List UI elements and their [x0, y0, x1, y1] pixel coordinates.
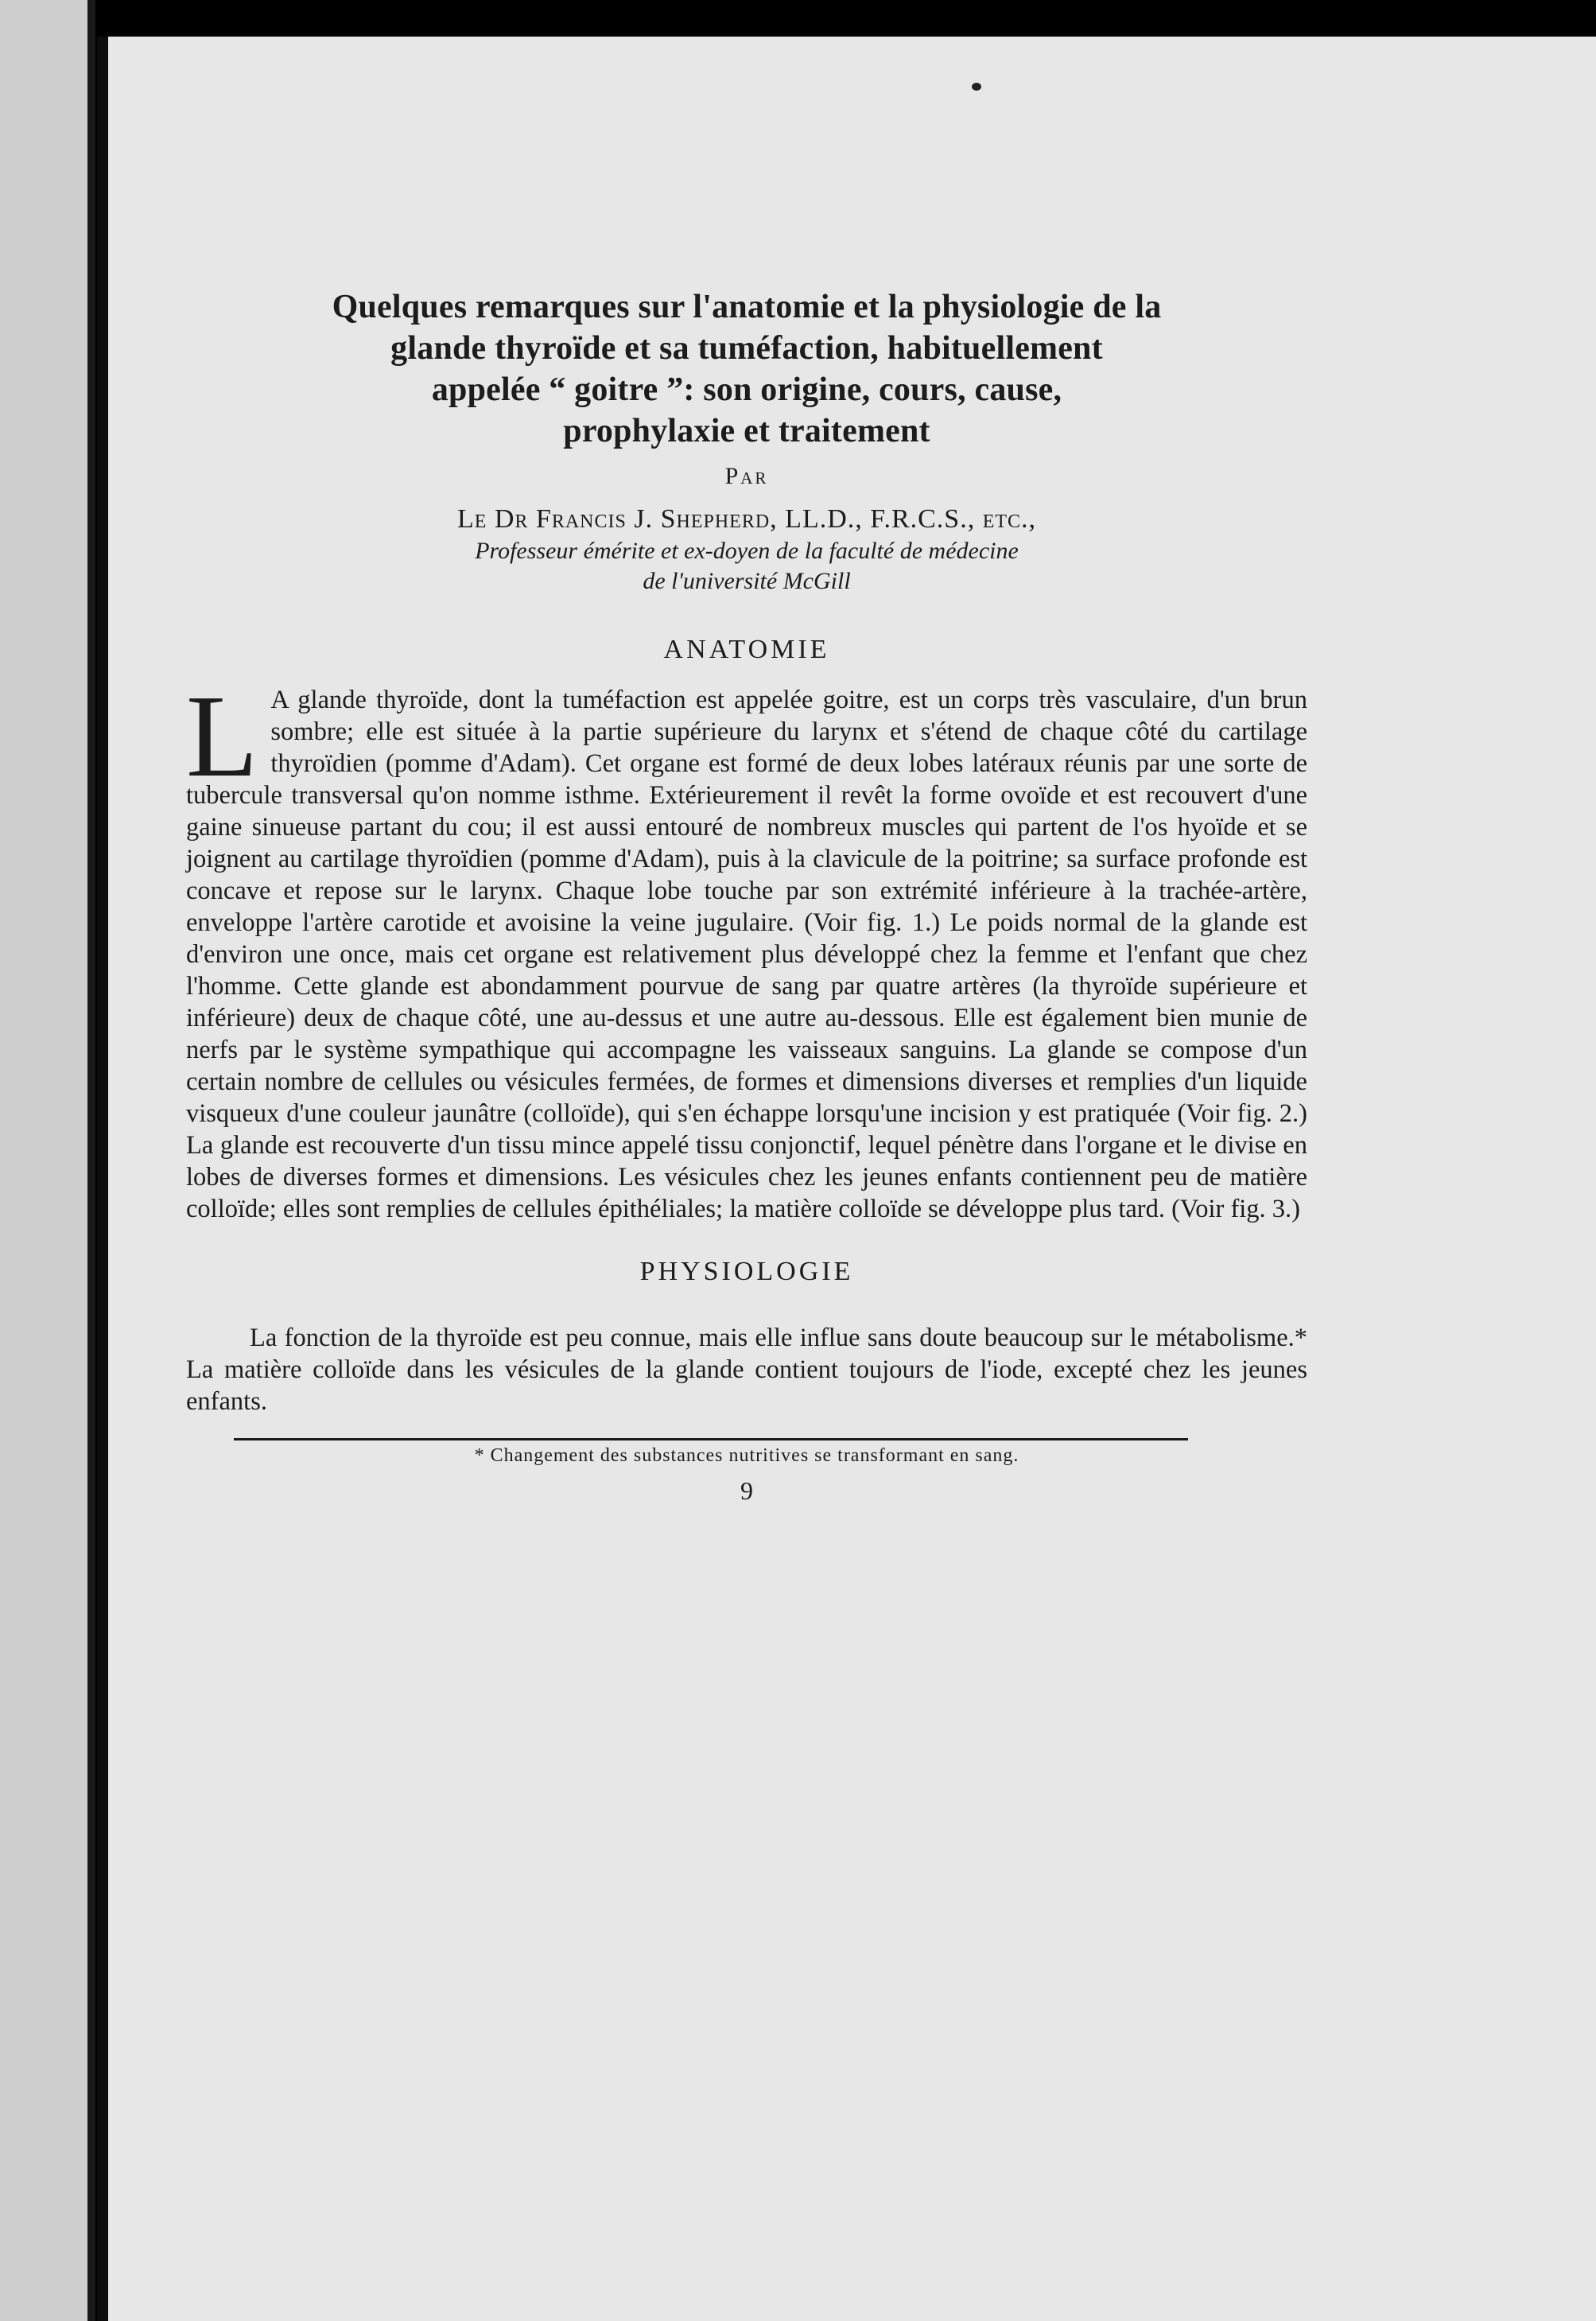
drop-cap: L — [186, 671, 258, 802]
anatomie-text: A glande thyroïde, dont la tuméfaction est appelée goitre, est un corps très vasculaire, d'un brun sombre; elle est située à la partie supérieure du larynx et s'étend de chaque côté du cartilage thyroïdien (pomme d'Adam). Cet organe est formé de deux lobes latéraux réunis par une sorte de tubercule transversal qu'on nomme isthme. Extérieurement il revêt la forme ovoïde et est recouvert d'une gaine sinueuse partant du cou; il est aussi entouré de nombreux muscles qui partent de l'os hyoïde et se joignent au cartilage thyroïdien (pomme d'Adam), puis à la clavicule de la poitrine; sa surface profonde est concave et repose sur le larynx. Chaque lobe touche par son extrémité inférieure à la trachée-artère, enveloppe l'artère carotide et avoisine la veine jugulaire. (Voir fig. 1.) Le poids normal de la glande est d'environ une once, mais cet organe est relativement plus développé chez la femme et l'enfant que chez l'homme. Cette glande est abondamment pourvue de sang par quatre artères (la thyroïde supérieure et inférieure) deux de chaque côté, une au-dessus et une autre au-dessous. Elle est également bien munie de nerfs par le système sympathique qui accompagne les vaisseaux sanguins. La glande se compose d'un certain nombre de cellules ou vésicules fermées, de formes et dimensions diverses et remplies d'un liquide visqueux d'une couleur jaunâtre (colloïde), qui s'en échappe lorsqu'une incision y est pratiquée (Voir fig. 2.) La glande est recouverte d'un tissu mince appelé tissu conjonctif, lequel pénètre dans l'organe et le divise en lobes de diverses formes et dimensions. Les vésicules chez les jeunes enfants contiennent peu de matière colloïde; elles sont remplies de cellules épithéliales; la matière colloïde se développe plus tard. (Voir fig. 3.) — [186, 686, 1307, 1223]
scan-speck — [972, 83, 981, 91]
title-line: Quelques remarques sur l'anatomie et la physiologie de la — [332, 289, 1162, 325]
title-line: glande thyroïde et sa tuméfaction, habituellement — [390, 330, 1103, 367]
page-content — [186, 286, 1307, 1506]
anatomie-paragraph — [186, 671, 1307, 1225]
adjacent-page-edge — [0, 0, 95, 2321]
title-line: prophylaxie et traitement — [563, 413, 930, 449]
section-heading-physiologie: PHYSIOLOGIE — [639, 1257, 854, 1286]
section-heading-anatomie: ANATOMIE — [663, 635, 830, 664]
article-title — [186, 286, 1307, 452]
footnote-divider — [234, 1438, 1188, 1440]
physiologie-paragraph: La fonction de la thyroïde est peu connue, mais elle influe sans doute beaucoup sur le métabolisme.* La matière colloïde dans les vésicules de la glande contient toujours de l'iode, excepté chez les jeunes enfants. — [186, 1324, 1307, 1416]
author-affiliation — [186, 536, 1307, 597]
author-name: Le Dr Francis J. Shepherd, LL.D., F.R.C.S., etc., — [456, 504, 1037, 534]
byline-par: Par — [724, 463, 769, 489]
affiliation-line: de l'université McGill — [643, 568, 851, 594]
title-line: appelée “ goitre ”: son origine, cours, cause, — [431, 371, 1062, 408]
footnote: * Changement des substances nutritives se transformant en sang. — [474, 1445, 1019, 1466]
page-number: 9 — [740, 1476, 753, 1505]
affiliation-line: Professeur émérite et ex-doyen de la faculté de médecine — [475, 538, 1019, 564]
